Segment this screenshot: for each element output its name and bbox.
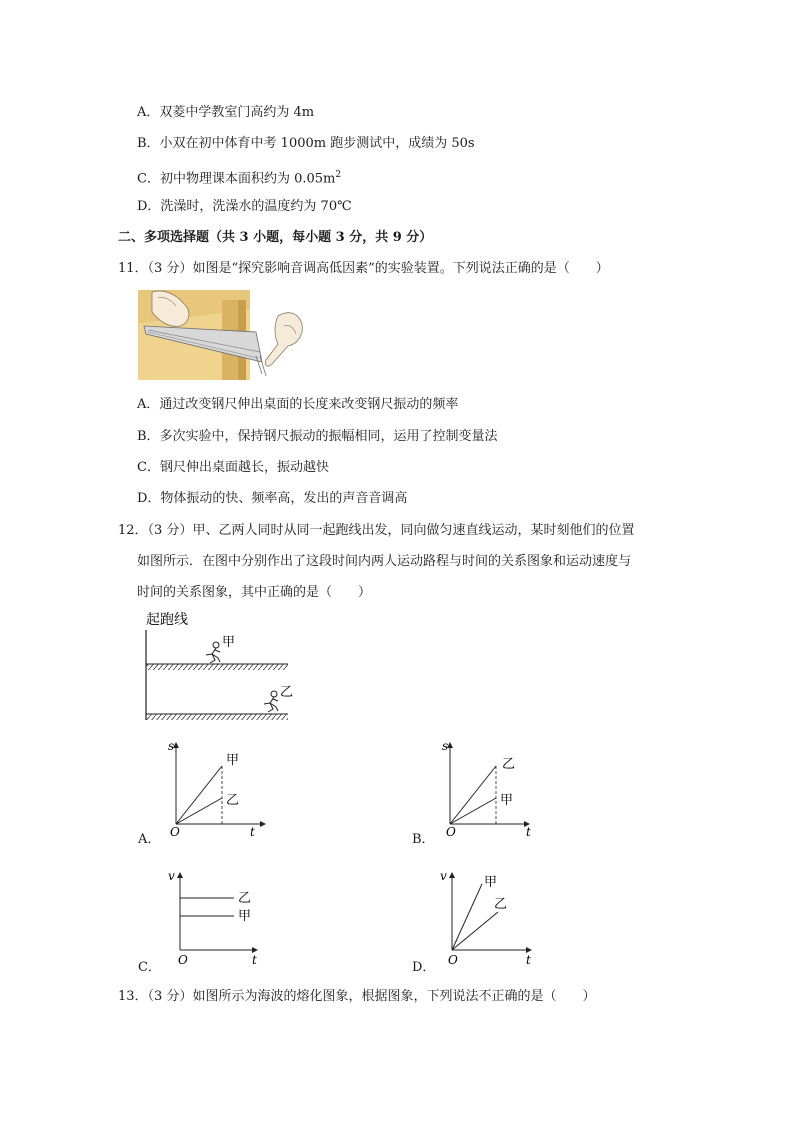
graph-d-x-label: t bbox=[526, 953, 531, 966]
runner-b-icon bbox=[264, 691, 278, 712]
graph-a bbox=[160, 738, 270, 838]
runner-b-label: 乙 bbox=[280, 685, 294, 700]
graph-b-y-label: s bbox=[442, 739, 449, 753]
ruler-experiment-image bbox=[138, 290, 308, 380]
graph-c-x-label: t bbox=[252, 953, 257, 966]
graph-b-option: B． bbox=[412, 832, 435, 847]
q11-stem: 11．（3 分）如图是“探究影响音调高低因素”的实验装置。下列说法正确的是（ ） bbox=[118, 261, 609, 276]
q10-option-b: B．小双在初中体育中考 1000m 跑步测试中，成绩为 50s bbox=[137, 136, 475, 151]
graph-a-y-label: s bbox=[168, 739, 175, 753]
graph-d-line-upper bbox=[452, 884, 482, 950]
graph-d-origin: O bbox=[448, 953, 458, 966]
graph-c-origin: O bbox=[178, 953, 188, 966]
graph-a-option: A． bbox=[138, 832, 161, 847]
graph-c bbox=[160, 866, 270, 966]
runner-a-icon bbox=[206, 642, 220, 663]
graph-d bbox=[434, 866, 544, 966]
q12-stem-line-3: 时间的关系图象，其中正确的是（ ） bbox=[137, 585, 372, 600]
q12-stem-line-1: 12．（3 分）甲、乙两人同时从同一起跑线出发，同向做匀速直线运动，某时刻他们的位置 bbox=[118, 523, 635, 538]
graph-c-lower-label: 甲 bbox=[238, 909, 252, 924]
graph-c-option: C． bbox=[138, 960, 161, 975]
q12-stem-line-2: 如图所示．在图中分别作出了这段时间内两人运动路程与时间的关系图象和运动速度与 bbox=[137, 554, 632, 569]
graph-a-line-upper bbox=[176, 766, 222, 824]
graph-a-lower-label: 乙 bbox=[226, 793, 240, 808]
q11-option-a: A．通过改变钢尺伸出桌面的长度来改变钢尺振动的频率 bbox=[137, 397, 459, 412]
q10-option-a: A．双菱中学教室门高约为 4m bbox=[137, 105, 315, 120]
lane-hatch-bottom bbox=[146, 714, 288, 720]
q10-option-d: D．洗澡时，洗澡水的温度约为 70℃ bbox=[137, 199, 352, 214]
graph-a-origin: O bbox=[170, 825, 180, 838]
q13-stem: 13．（3 分）如图所示为海波的熔化图象，根据图象，下列说法不正确的是（ ） bbox=[118, 989, 596, 1004]
graph-d-y-label: v bbox=[440, 869, 447, 883]
q11-option-d: D．物体振动的快、频率高，发出的声音音调高 bbox=[137, 491, 408, 506]
graph-a-upper-label: 甲 bbox=[226, 753, 240, 768]
graph-b-line-lower bbox=[450, 798, 496, 824]
graph-d-upper-label: 甲 bbox=[484, 875, 498, 890]
graph-a-line-lower bbox=[176, 798, 222, 824]
graph-d-option: D． bbox=[412, 960, 436, 975]
graph-c-upper-label: 乙 bbox=[238, 891, 252, 906]
graph-b-line-upper bbox=[450, 766, 496, 824]
track-diagram bbox=[140, 608, 295, 723]
graph-d-line-lower bbox=[452, 912, 498, 950]
graph-b bbox=[434, 738, 544, 838]
graph-d-lower-label: 乙 bbox=[494, 897, 508, 912]
q10-option-c-text: C．初中物理课本面积约为 0.05m bbox=[137, 171, 336, 187]
lane-hatch-top bbox=[146, 664, 288, 670]
section-title: 二、多项选择题（共 3 小题，每小题 3 分，共 9 分） bbox=[118, 230, 433, 245]
graph-c-y-label: v bbox=[168, 869, 175, 883]
graph-a-x-label: t bbox=[250, 825, 255, 838]
q10-option-c bbox=[137, 166, 341, 188]
q11-option-c: C．钢尺伸出桌面越长，振动越快 bbox=[137, 460, 329, 475]
start-line-label: 起跑线 bbox=[146, 612, 188, 628]
graph-b-upper-label: 乙 bbox=[502, 757, 516, 772]
runner-a-label: 甲 bbox=[222, 635, 236, 650]
q11-option-b: B．多次实验中，保持钢尺振动的振幅相同，运用了控制变量法 bbox=[137, 429, 498, 444]
q10-option-c-superscript: 2 bbox=[335, 170, 342, 180]
graph-b-origin: O bbox=[446, 825, 456, 838]
graph-b-x-label: t bbox=[526, 825, 531, 838]
graph-b-lower-label: 甲 bbox=[500, 793, 514, 808]
